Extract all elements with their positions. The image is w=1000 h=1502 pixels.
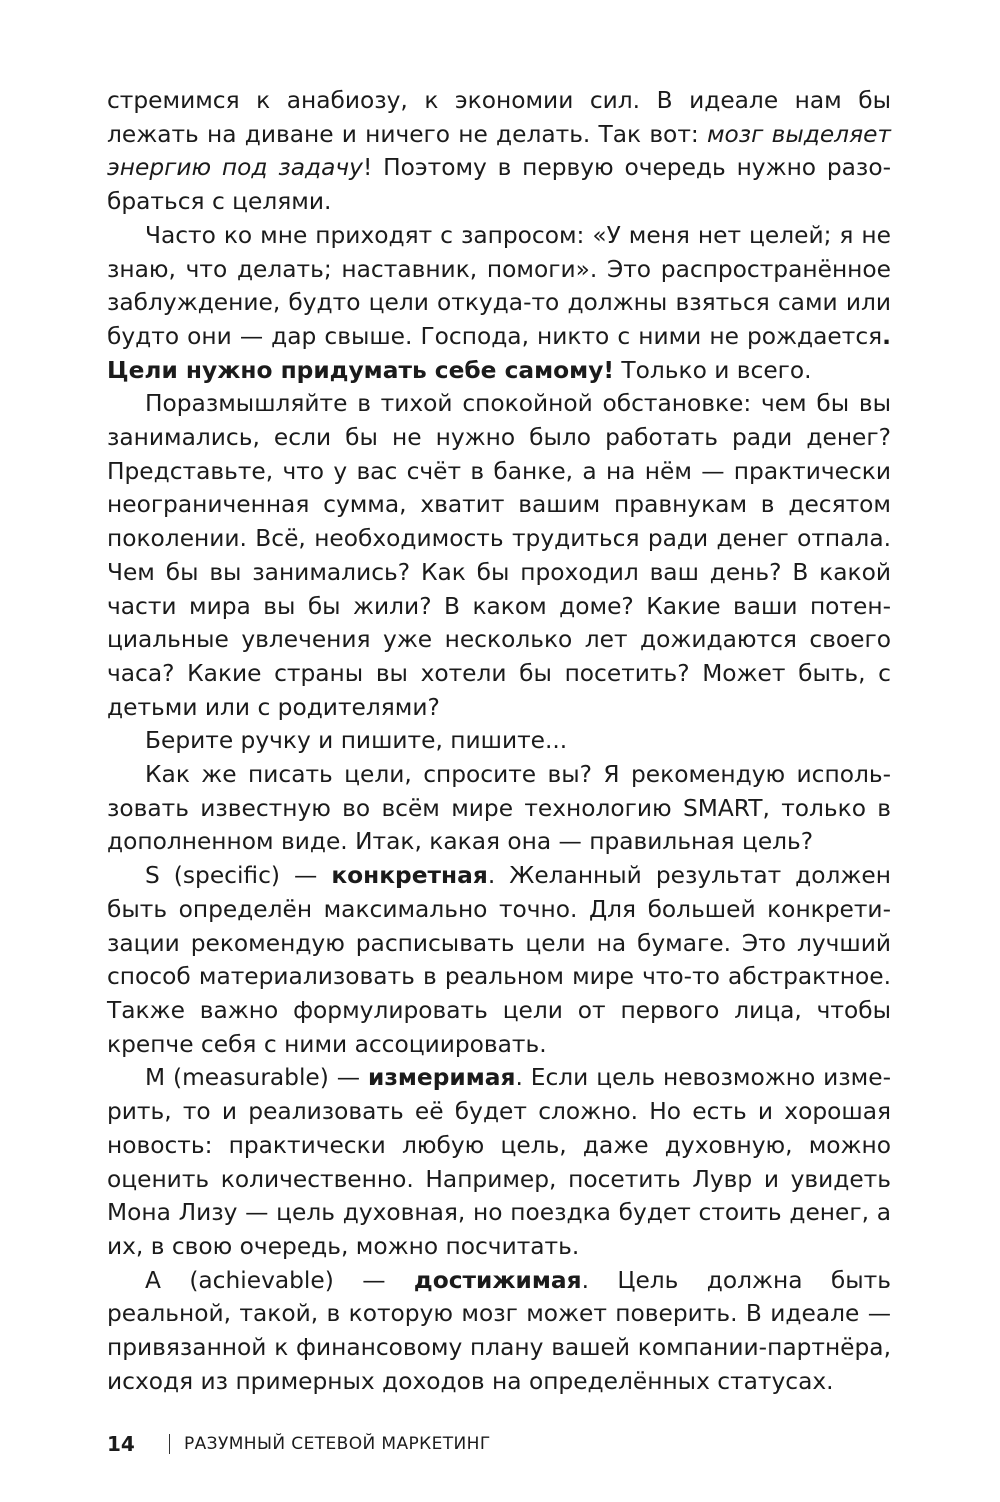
paragraph	[107, 859, 891, 1061]
paragraph	[107, 219, 891, 388]
text-run: Часто ко мне приходят с запросом: «У меня нет целей; я не знаю, что делать; наставник, помоги». Это распространённое заблуждение, будто цели откуда-то должны взяться сами или будто они — дар свыше. Господа, никто с ними не рождается	[107, 221, 891, 350]
bold-text: достижимая	[413, 1266, 582, 1294]
paragraph	[107, 1264, 891, 1399]
paragraph	[107, 1061, 891, 1263]
footer-divider	[169, 1434, 170, 1454]
running-title: РАЗУМНЫЙ СЕТЕВОЙ МАРКЕТИНГ	[184, 1434, 491, 1454]
text-run: стремимся к анабиозу, к экономии сил. В идеале нам бы лежать на диване и ничего не делать. Так вот:	[107, 87, 891, 148]
text-run: M (measurable) —	[145, 1064, 368, 1092]
body-text	[107, 84, 891, 1398]
paragraph	[107, 724, 891, 758]
text-run: Только и всего.	[614, 356, 812, 384]
text-run: A (achievable) —	[145, 1266, 414, 1294]
paragraph	[107, 758, 891, 859]
bold-text: конкретная	[331, 862, 488, 890]
text-run: Поразмышляйте в тихой спокойной обстановке: чем бы вы занимались, если бы не нужно было работать ради денег? Представьте, что у вас счёт в банке, а на нём — практически неограниченная сумма, хватит вашим правнукам в десятом поколении. Всё, необходимость трудиться ради денег отпала. Чем бы вы занимались? Как бы проходил ваш день? В какой части мира вы бы жили? В каком доме? Какие ваши потенциальные увлечения уже несколько лет дожидаются своего часа? Какие страны вы хотели бы посетить? Может быть, с детьми или с родителями?	[107, 390, 891, 721]
paragraph	[107, 84, 891, 219]
text-run: ! Поэтому в первую очередь нужно разобраться с целями.	[107, 154, 891, 216]
bold-text: . Цели нужно придумать себе самому!	[107, 322, 891, 384]
text-run: Берите ручку и пишите, пишите...	[145, 727, 568, 755]
text-run: Как же писать цели, спросите вы? Я рекомендую использовать известную во всём мире технологию SMART, только в дополненном виде. Итак, какая она — правильная цель?	[107, 761, 891, 856]
text-run: S (specific) —	[145, 862, 332, 890]
text-run: . Желанный результат должен быть определён максимально точно. Для большей конкретизации рекомендую расписывать цели на бумаге. Это лучший способ материализовать в реальном мире что-то абстрактное. Также важно формулировать цели от первого лица, чтобы крепче себя с ними ассоциировать.	[107, 862, 891, 1058]
text-run: . Цель должна быть реальной, такой, в которую мозг может поверить. В идеале — привязанной к финансовому плану вашей компании-партнёра, исходя из примерных доходов на определённых статусах.	[107, 1266, 891, 1395]
paragraph	[107, 387, 891, 724]
italic-text: мозг выделяет энергию под задачу	[107, 120, 891, 182]
text-run: . Если цель невозможно измерить, то и реализовать её будет сложно. Но есть и хорошая новость: практически любую цель, даже духовную, можно оценить количественно. Например, посетить Лувр и увидеть Мона Лизу — цель духовная, но поездка будет стоить денег, а их, в свою очередь, можно посчитать.	[107, 1064, 891, 1260]
page-footer	[107, 1432, 491, 1456]
bold-text: измеримая	[368, 1064, 516, 1092]
page-number: 14	[107, 1432, 135, 1456]
